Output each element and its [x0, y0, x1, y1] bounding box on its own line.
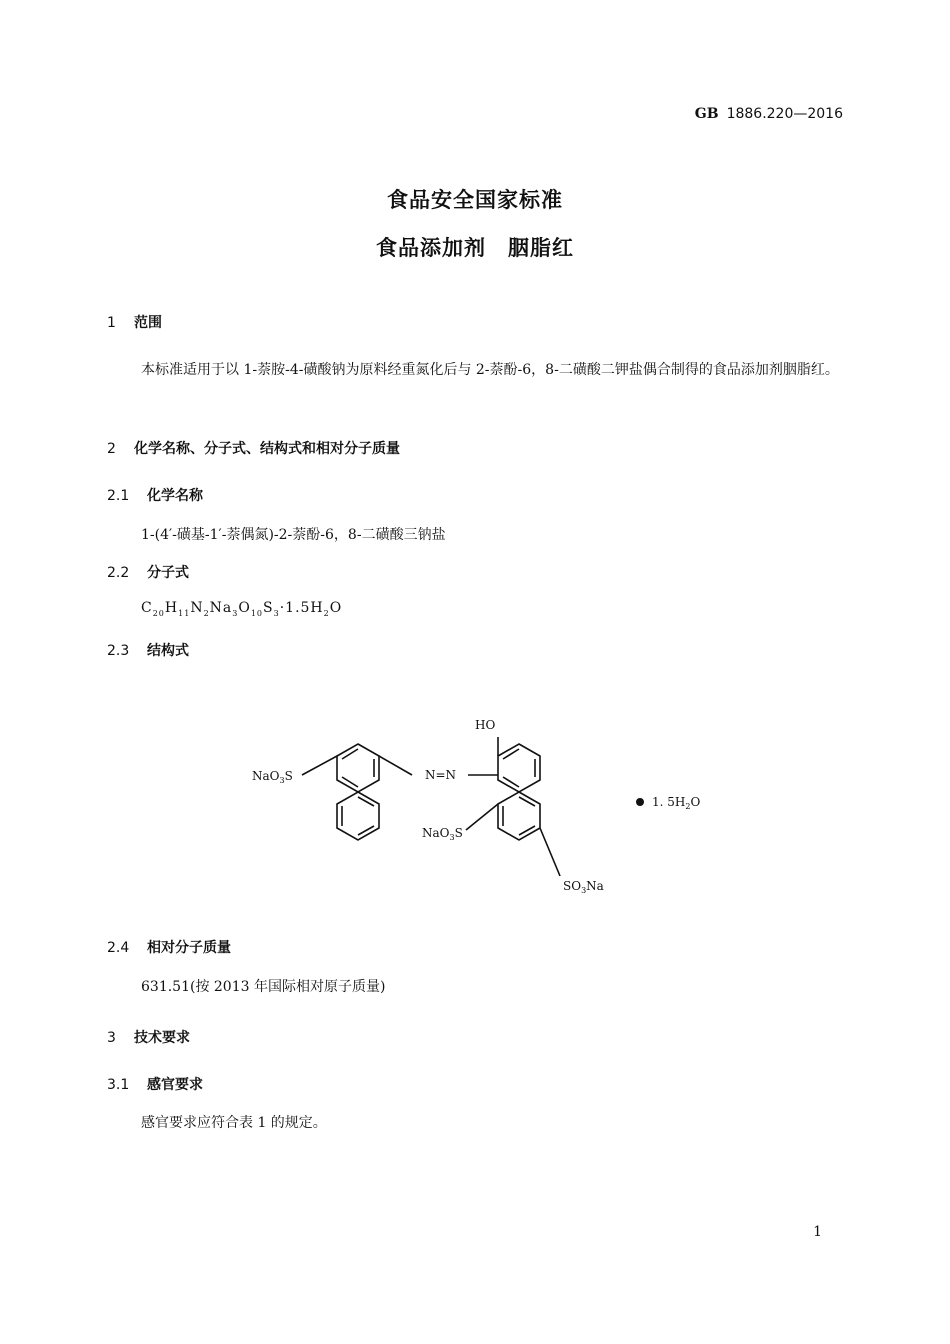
left-ring-upper	[337, 744, 379, 792]
mid-sulfonate-bond	[466, 804, 498, 830]
element-c: C	[141, 600, 153, 616]
section-title: 感官要求	[147, 1077, 203, 1093]
right-ring-upper	[498, 744, 540, 792]
right-sulfonate-bond	[540, 828, 560, 876]
section-number: 3.1	[107, 1077, 130, 1093]
section-3-heading	[107, 1027, 190, 1047]
document-title: 食品安全国家标准	[387, 188, 563, 212]
section-title: 技术要求	[134, 1030, 190, 1046]
element-na-count: 3	[232, 608, 239, 618]
structure-bonds	[302, 737, 560, 876]
element-o-count: 10	[250, 608, 264, 618]
azo-left-bond	[379, 756, 412, 775]
section-1-paragraph: 本标准适用于以 1-萘胺-4-磺酸钠为原料经重氮化后与 2-萘酚-6，8-二磺酸二钾盐偶合制得的食品添加剂胭脂红。	[141, 362, 839, 378]
hydrate: ·1.5H	[279, 600, 324, 616]
element-s: S	[263, 600, 274, 616]
element-o: O	[238, 600, 251, 616]
element-n-count: 2	[203, 608, 210, 618]
section-number: 2.2	[107, 565, 130, 581]
section-3-1-heading	[107, 1074, 203, 1094]
right-ring-lower	[498, 792, 540, 840]
section-number: 2	[107, 441, 116, 457]
hydrate-count: 2	[323, 608, 330, 618]
sensory-requirement-text: 感官要求应符合表 1 的规定。	[141, 1115, 327, 1131]
element-s-count: 3	[273, 608, 280, 618]
hydrate-label: 1. $5H_2O$	[652, 795, 701, 811]
section-2-4-heading	[107, 937, 231, 957]
section-number: 1	[107, 315, 116, 331]
section-number: 3	[107, 1030, 116, 1046]
section-title: 化学名称	[147, 488, 203, 504]
section-number: 2.4	[107, 940, 130, 956]
standard-prefix: GB	[694, 106, 719, 122]
element-c-count: 20	[152, 608, 165, 618]
subtitle-part-b: 胭脂红	[508, 236, 574, 260]
section-title: 化学名称、分子式、结构式和相对分子质量	[134, 441, 400, 457]
left-ring-lower	[337, 792, 379, 840]
element-h-count: 11	[178, 608, 191, 618]
right-sulfonate-label: $SO_3Na$	[563, 879, 604, 895]
section-number: 2.3	[107, 643, 130, 659]
molecular-mass: 631.51(按 2013 年国际相对原子质量)	[141, 979, 386, 995]
left-sulfonate-label: NaO$_3$S	[252, 769, 293, 785]
chemical-name: 1-(4′-磺基-1′-萘偶氮)-2-萘酚-6，8-二磺酸三钠盐	[141, 527, 446, 543]
element-n: N	[190, 600, 204, 616]
section-title: 范围	[134, 315, 162, 331]
section-title: 分子式	[147, 565, 189, 581]
section-title: 相对分子质量	[147, 940, 231, 956]
azo-label: N=N	[425, 768, 457, 782]
bullet-dot-icon	[636, 798, 644, 806]
hydrate-o: O	[329, 600, 343, 616]
element-na: Na	[209, 600, 233, 616]
subtitle-part-a: 食品添加剂	[376, 236, 486, 260]
mid-sulfonate-label: NaO$_3$S	[422, 826, 463, 842]
section-title: 结构式	[147, 643, 189, 659]
page-number: 1	[813, 1224, 822, 1240]
element-h: H	[164, 600, 179, 616]
hydroxyl-label: HO	[475, 718, 496, 732]
left-sulfonate-bond	[302, 756, 337, 775]
section-number: 2.1	[107, 488, 130, 504]
standard-code: 1886.220—2016	[726, 106, 843, 122]
